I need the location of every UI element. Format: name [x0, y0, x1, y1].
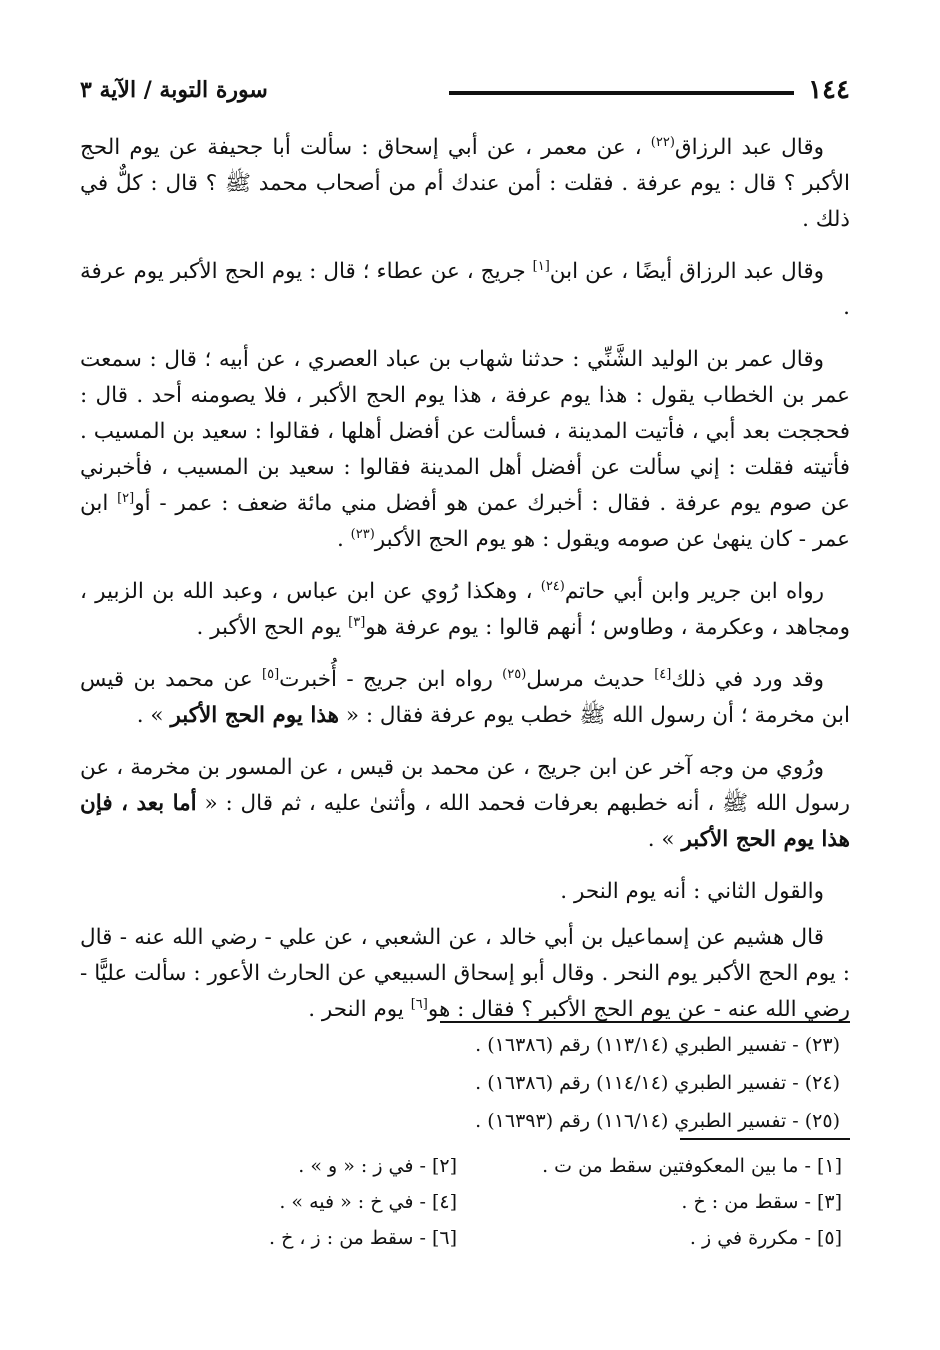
- footnote: (٢٣) - تفسير الطبري (١١٣/١٤) رقم (١٦٣٨٦) .: [475, 1034, 840, 1056]
- variants-rule: [680, 1138, 850, 1140]
- paragraph: وقد ورد في ذلك[٤] حديث مرسل$^{(٢٥)}$ رواه ابن جريج - أُخبرت[٥] عن محمد بن قيس ابن مخرمة ؛ أن رسول الله ﷺ خطب يوم عرفة فقال : « هذا يوم الحج الأكبر » .: [80, 666, 850, 728]
- footnote: (٢٥) - تفسير الطبري (١١٦/١٤) رقم (١٦٣٩٣) .: [475, 1110, 840, 1132]
- page-number: ١٤٤: [808, 75, 850, 105]
- paragraph: والقول الثاني : أنه يوم النحر .: [560, 879, 824, 904]
- variant-note: [٤] - في خ : « فيه » .: [279, 1191, 457, 1213]
- paragraph: وقال عمر بن الوليد الشَّنِّي : حدثنا شهاب بن عباد العصري ، عن أبيه ؛ قال : سمعت عمر بن الخطاب يقول : هذا يوم عرفة ، هذا يوم الحج الأكبر ، فلا يصومنه أحد . قال : فحججت بعد أبي ، فأتيت المدينة ، فسألت عن أفضل أهلها ، فقالوا : سعيد بن المسيب . فأتيته فقلت : إني سألت عن أفضل أهل المدينة فقالوا : سعيد بن المسيب ، فأخبرني عن صوم يوم عرفة . فقال : أخبرك عمن هو أفضل مني مائة ضعف : عمر - أو[٢] ابن عمر - كان ينهىٰ عن صومه ويقول : هو يوم الحج الأكبر$^{(٢٣)}$ .: [80, 347, 850, 552]
- paragraph: رواه ابن جرير وابن أبي حاتم$^{(٢٤)}$ ، وهكذا رُوي عن ابن عباس ، وعبد الله بن الزبير ، ومجاهد ، وعكرمة ، وطاوس ؛ أنهم قالوا : يوم عرفة هو[٣] يوم الحج الأكبر .: [80, 578, 850, 640]
- page-header: [80, 70, 850, 110]
- manuscript-variants: [80, 1148, 850, 1256]
- paragraph: قال هشيم عن إسماعيل بن أبي خالد ، عن الشعبي ، عن علي - رضي الله عنه - قال : يوم الحج الأكبر يوم النحر . وقال أبو إسحاق السبيعي عن الحارث الأعور : سألت عليًّا - رضي الله عنه - عن يوم الحج الأكبر ؟ فقال : هو[٦] يوم النحر .: [80, 925, 850, 1022]
- variant-note: [٥] - مكررة في ز .: [689, 1227, 842, 1249]
- running-title: سورة التوبة / الآية ٣: [80, 77, 268, 103]
- footnotes: [80, 1026, 850, 1140]
- paragraph: وقال عبد الرزاق أيضًا ، عن ابن[١] جريج ، عن عطاء ؛ قال : يوم الحج الأكبر يوم عرفة .: [80, 258, 850, 320]
- footnote-rule: [440, 1021, 850, 1023]
- paragraph: ورُوي من وجه آخر عن ابن جريج ، عن محمد بن قيس ، عن المسور بن مخرمة ، عن رسول الله ﷺ ، أنه خطبهم بعرفات فحمد الله ، وأثنىٰ عليه ، ثم قال : « أما بعد ، فإن هذا يوم الحج الأكبر » .: [80, 755, 850, 852]
- body-text: [80, 130, 850, 1044]
- paragraph: وقال عبد الرزاق$^{(٢٢)}$ ، عن معمر ، عن أبي إسحاق : سألت أبا جحيفة عن يوم الحج الأكبر ؟ قال : يوم عرفة . فقلت : أمن عندك أم من أصحاب محمد ﷺ ؟ قال : كلٌّ في ذلك .: [80, 134, 850, 232]
- footnote: (٢٤) - تفسير الطبري (١١٤/١٤) رقم (١٦٣٨٦) .: [475, 1072, 840, 1094]
- header-rule: [449, 91, 794, 95]
- variant-note: [١] - ما بين المعكوفتين سقط من ت .: [542, 1155, 842, 1177]
- variant-note: [٦] - سقط من : ز ، خ .: [268, 1227, 457, 1249]
- variant-note: [٣] - سقط من : خ .: [681, 1191, 842, 1213]
- variant-note: [٢] - في ز : « و » .: [298, 1155, 457, 1177]
